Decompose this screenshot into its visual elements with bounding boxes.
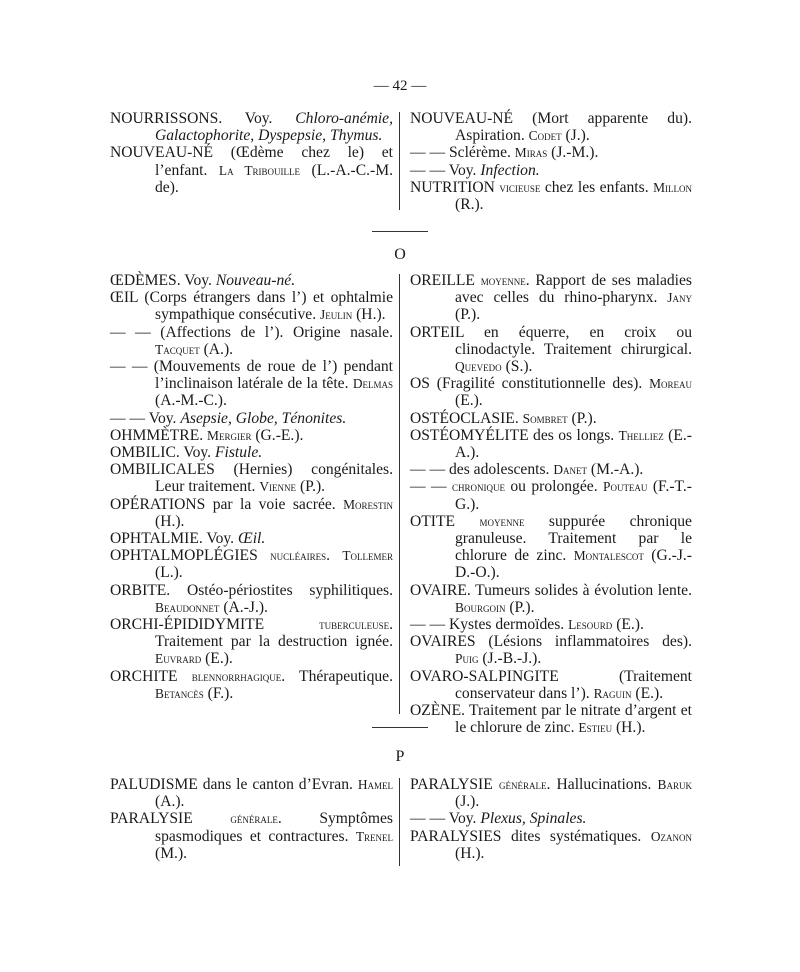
entry-text: (F.). xyxy=(203,684,234,702)
entry-text: (E.). xyxy=(201,650,233,668)
index-entry xyxy=(110,444,393,461)
index-entry xyxy=(110,289,393,323)
section-letter-p: P xyxy=(395,748,405,765)
entry-text: (E.). xyxy=(455,392,483,410)
entry-smallcaps: Delmas xyxy=(352,376,393,392)
entry-text: PARALYSIES dites systématiques. xyxy=(410,827,651,845)
entry-text: OSTÉOMYÉLITE des os longs. xyxy=(410,426,619,444)
index-entry xyxy=(110,547,393,581)
index-entry xyxy=(410,582,692,616)
entry-text: NOURRISSONS. Voy. xyxy=(110,110,296,127)
entry-text: OREILLE xyxy=(410,272,481,289)
entry-text: OPHTALMIE. Voy. xyxy=(110,530,238,548)
entry-text: (R.). xyxy=(455,196,484,214)
entry-text: (E.-A.). xyxy=(455,426,692,462)
right-column xyxy=(410,272,692,736)
entry-text: (P.). xyxy=(455,306,481,324)
entry-text: (M.). xyxy=(155,844,188,862)
entry-text: (H.). xyxy=(155,512,185,530)
index-entry xyxy=(410,162,692,179)
entry-smallcaps: Tacquet xyxy=(155,341,200,357)
entry-smallcaps: Vienne xyxy=(259,479,297,495)
entry-smallcaps: Codet xyxy=(528,128,562,144)
left-column xyxy=(110,776,393,862)
entry-text: chez les enfants. xyxy=(540,178,654,196)
left-column xyxy=(110,110,393,196)
entry-text: (A.-M.-C.). xyxy=(155,392,227,410)
entry-smallcaps: générale xyxy=(230,811,278,827)
entry-smallcaps: Puig xyxy=(455,651,479,667)
entry-text: PARALYSIE xyxy=(110,810,231,828)
entry-text: OSTÉOCLASIE. xyxy=(410,409,523,427)
index-entry xyxy=(410,668,692,702)
index-entry xyxy=(410,702,692,736)
entry-text: OPHTALMOPLÉGIES xyxy=(110,547,271,565)
entry-crossref: Plexus, Spinales. xyxy=(480,810,587,828)
index-entry xyxy=(410,324,692,376)
entry-text: OZÈNE. Traitement par le nitrate d’argent et le chlorure de zinc. xyxy=(410,702,692,737)
entry-smallcaps: Raguin xyxy=(593,685,632,701)
entry-text: — — des adolescents. xyxy=(410,461,554,479)
entry-smallcaps: Millon xyxy=(653,179,692,195)
index-entry xyxy=(410,633,692,667)
entry-text: OTITE xyxy=(410,512,480,530)
entry-text: (L.-A.-C.-M. de). xyxy=(155,161,393,196)
entry-crossref: Nouveau-né. xyxy=(215,272,296,289)
entry-smallcaps: Tollemer xyxy=(342,548,393,564)
entry-crossref: Infection. xyxy=(480,161,540,179)
entry-text: (F.-T.-G.). xyxy=(455,478,692,513)
index-entry xyxy=(110,461,393,495)
left-column xyxy=(110,272,393,702)
entry-smallcaps: Trenel xyxy=(355,828,393,844)
entry-text: (E.). xyxy=(612,616,644,634)
entry-smallcaps: Hamel xyxy=(357,777,393,792)
section-separator xyxy=(372,727,428,728)
index-entry xyxy=(110,530,393,547)
entry-text: (P.). xyxy=(567,409,597,427)
entry-smallcaps: Beaudonnet xyxy=(155,599,220,615)
index-entry xyxy=(410,427,692,461)
entry-text: PALUDISME dans le canton d’Evran. xyxy=(110,776,358,793)
entry-smallcaps: Estieu xyxy=(578,720,613,736)
entry-text: ORTEIL en équerre, en croix ou clinodactyle. Traitement chirurgical. xyxy=(410,323,692,358)
entry-text: (A.). xyxy=(199,340,234,358)
entry-text: — — Voy. xyxy=(110,409,181,427)
entry-text: (G.-J.-D.-O.). xyxy=(455,547,692,582)
entry-smallcaps: nucléaires xyxy=(270,548,327,564)
entry-text: OPÉRATIONS par la voie sacrée. xyxy=(110,495,344,513)
entry-text: (E.). xyxy=(631,684,664,702)
entry-text: OVAIRE. Tumeurs solides à évolution lente. xyxy=(410,581,692,599)
right-column xyxy=(410,110,692,213)
entry-text: (P.). xyxy=(505,598,535,616)
entry-text: OHMMÈTRE. xyxy=(110,426,208,444)
index-entry xyxy=(410,375,692,409)
index-entry xyxy=(410,828,692,862)
entry-crossref: Chloro-anémie, Galactophorite, Dyspepsie, Thymus. xyxy=(155,110,393,145)
entry-smallcaps: La Tribouille xyxy=(218,162,301,178)
index-entry xyxy=(110,358,393,410)
entry-smallcaps: Jany xyxy=(667,290,692,306)
entry-smallcaps: Morestin xyxy=(343,496,393,512)
index-entry xyxy=(110,144,393,196)
page-number: — 42 — xyxy=(373,78,427,94)
index-entry xyxy=(410,179,692,213)
entry-text: (S.). xyxy=(501,358,533,376)
entry-smallcaps: vicieuse xyxy=(499,179,541,195)
entry-text: OS (Fragilité constitutionnelle des). xyxy=(410,375,650,393)
entry-text: OVAIRES (Lésions inflammatoires des). xyxy=(410,633,692,651)
entry-text: ORCHITE xyxy=(110,667,192,685)
entry-text: (H.). xyxy=(455,844,485,862)
entry-text: NOUVEAU-NÉ (Œdème chez le) et l’enfant. xyxy=(110,144,393,179)
entry-smallcaps: Montalescot xyxy=(573,548,644,564)
entry-smallcaps: Baruk xyxy=(657,777,692,792)
entry-smallcaps: Jeulin xyxy=(320,307,353,323)
column-rule xyxy=(399,112,400,210)
index-entry xyxy=(110,776,393,810)
entry-text: ŒDÈMES. Voy. xyxy=(110,272,216,289)
entry-text: — — Kystes dermoïdes. xyxy=(410,616,569,634)
entry-text: — — (Mouvements de roue de l’) pendant l’inclinaison latérale de la tête. xyxy=(110,358,393,393)
entry-text: — — Voy. xyxy=(410,810,481,828)
index-entry xyxy=(410,410,692,427)
entry-smallcaps: Moreau xyxy=(649,376,692,392)
entry-smallcaps: Bourgoin xyxy=(455,599,506,615)
entry-smallcaps: Euvrard xyxy=(155,651,202,667)
section-separator xyxy=(372,231,428,232)
column-rule xyxy=(399,778,400,866)
entry-text: (G.-E.). xyxy=(251,426,304,444)
entry-text: ou prolongée. xyxy=(504,478,603,496)
index-entry xyxy=(110,427,393,444)
index-entry xyxy=(110,110,393,144)
index-entry xyxy=(110,272,393,289)
entry-text: (H.). xyxy=(352,306,386,324)
entry-text: ORBITE. Ostéo-périostites syphilitiques. xyxy=(110,581,393,599)
entry-text: ORCHI-ÉPIDIDYMITE xyxy=(110,616,320,634)
entry-smallcaps: chronique xyxy=(451,479,505,495)
entry-smallcaps: Mergier xyxy=(207,427,252,443)
entry-smallcaps: générale xyxy=(498,777,547,792)
entry-text: NOUVEAU-NÉ (Mort apparente du). Aspiration. xyxy=(410,110,692,145)
entry-text: suppurée chronique granuleuse. Traitement par le chlorure de zinc. xyxy=(455,512,692,565)
entry-text: (J.). xyxy=(455,793,480,811)
entry-text: ŒIL (Corps étrangers dans l’) et ophtalmie sympathique consécutive. xyxy=(110,289,393,324)
entry-text: (J.). xyxy=(561,127,590,145)
entry-text: (A.). xyxy=(155,793,185,811)
index-entry xyxy=(110,668,393,702)
entry-smallcaps: Ozanon xyxy=(650,828,692,844)
entry-text: . Symptômes spasmodiques et contractures. xyxy=(155,810,393,845)
entry-text: OVARO-SALPINGITE (Traitement conservateur dans l’). xyxy=(410,667,692,702)
entry-text: . xyxy=(326,547,343,565)
entry-smallcaps: moyenne xyxy=(479,513,525,529)
entry-text: (A.-J.). xyxy=(219,598,268,616)
index-entry xyxy=(110,496,393,530)
entry-text: PARALYSIE xyxy=(410,776,499,793)
index-entry xyxy=(410,144,692,161)
column-rule xyxy=(399,274,400,714)
index-entry xyxy=(110,324,393,358)
entry-text: . Rapport de ses maladies avec celles du rhino-pharynx. xyxy=(455,272,692,307)
entry-text: — — (Affections de l’). Origine nasale. xyxy=(110,323,393,341)
entry-text: (J.-B.-J.). xyxy=(478,650,542,668)
right-column xyxy=(410,776,692,862)
entry-text: — — Voy. xyxy=(410,161,481,179)
index-entry xyxy=(410,513,692,582)
entry-text: . Hallucinations. xyxy=(546,776,658,793)
index-entry xyxy=(110,616,393,668)
entry-text: (J.-M.). xyxy=(547,144,599,162)
entry-smallcaps: Betancès xyxy=(155,685,204,701)
entry-smallcaps: blennorrhagique xyxy=(191,668,282,684)
entry-crossref: Asepsie, Globe, Ténonites. xyxy=(180,409,347,427)
index-entry xyxy=(110,410,393,427)
entry-smallcaps: Danet xyxy=(553,462,588,478)
entry-text: (H.). xyxy=(612,719,646,737)
entry-text: . Thérapeutique. xyxy=(281,667,393,685)
entry-text: (L.). xyxy=(155,564,183,582)
entry-crossref: Œil. xyxy=(237,530,266,548)
entry-smallcaps: moyenne xyxy=(480,273,526,288)
index-entry xyxy=(410,461,692,478)
section-letter-o: O xyxy=(394,246,406,263)
entry-smallcaps: Lesourd xyxy=(568,617,613,633)
entry-smallcaps: Miras xyxy=(514,145,548,161)
index-entry xyxy=(410,478,692,512)
index-entry xyxy=(110,582,393,616)
index-entry xyxy=(110,810,393,862)
index-entry xyxy=(410,776,692,810)
entry-smallcaps: Quevedo xyxy=(455,359,502,375)
index-entry xyxy=(410,810,692,827)
entry-text: OMBILICALES (Hernies) congénitales. Leur traitement. xyxy=(110,461,393,496)
entry-smallcaps: Pouteau xyxy=(602,479,648,495)
index-entry xyxy=(410,616,692,633)
index-entry xyxy=(410,272,692,324)
entry-smallcaps: Sombret xyxy=(522,410,568,426)
index-entry xyxy=(410,110,692,144)
entry-crossref: Fistule. xyxy=(214,444,263,462)
entry-text: (M.-A.). xyxy=(587,461,644,479)
entry-smallcaps: tuberculeuse xyxy=(319,617,390,633)
entry-text: NUTRITION xyxy=(410,178,500,196)
entry-smallcaps: Thelliez xyxy=(618,427,664,443)
entry-text: (P.). xyxy=(296,478,326,496)
entry-text: — — xyxy=(410,478,452,496)
entry-text: — — Sclérème. xyxy=(410,144,515,162)
entry-text: OMBILIC. Voy. xyxy=(110,444,215,462)
entry-text: . Traitement par la destruction ignée. xyxy=(155,616,393,651)
